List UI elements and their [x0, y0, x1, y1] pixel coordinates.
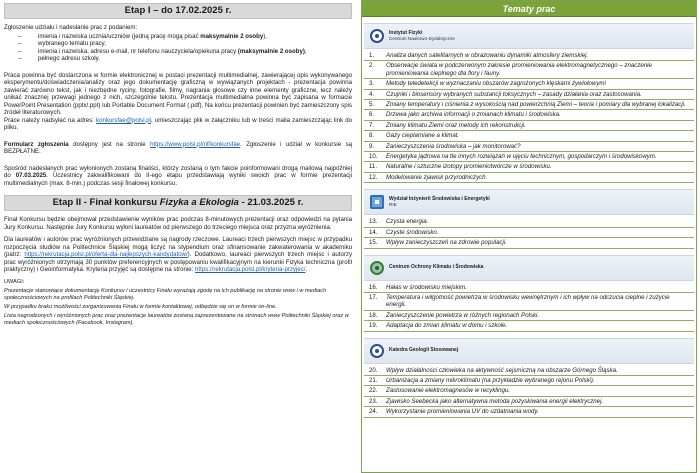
topic-number: 4.: [369, 90, 375, 98]
topic-title: Analiza danych satelitarnych w obrazowaniu dynamiki atmosfery ziemskiej.: [386, 52, 589, 59]
topic-number: 3.: [369, 80, 375, 88]
para3-text: Spośród nadesłanych prac wyłonionych zostaną finaliści, którzy zostaną o tym fakcie poinformowani drogą mailową najpóźniej do: [4, 164, 352, 179]
stage1-requirements: [18, 33, 352, 63]
logo-title: Wydział Inżynierii Środowiska i Energetyki: [389, 195, 490, 202]
topic-title: Zmiany temperatury i ciśnienia z wysokością nad powierzchnią Ziemi – teoria i pomiary dla wybranej lokalizacji.: [386, 101, 686, 109]
topic-title: Zanieczyszczenie powietrza w różnych regionach Polski.: [386, 311, 540, 319]
requirement-text: wybranego tematu pracy,: [38, 40, 106, 47]
requirement-item: [18, 40, 352, 48]
topic-item: [364, 293, 694, 311]
institute-logo: [364, 23, 694, 49]
admission-criteria-link[interactable]: https://rekrutacja.polsl.pl/kryteria-przyjec/: [195, 266, 306, 273]
stage1-para1: Praca powinna być dostarczona w formie elektronicznej w postaci prezentacji multimedialnej, zawierającej opis wykonywanego eksperymentu/doświadczenia/analizy oraz jego dokumentację graficzną w wywiązanych projektach - prezentacja powinna zawierać zarówno tekst, jak i niezbędne ryciny, fotografie, filmy, nagrania głosowe czy inne elementy graficzne, lecz należy unikać znacznej przewagi jednego z nich, szczególnie tekstu. Prezentacja multimedialna powinna być zapisana w formacie PowerPoint Presentation (pptx/.ppt) lub Portable Document Format (.pdf). Na końcu prezentacji powinien być zamieszczony spis źródeł literaturowych.: [4, 71, 352, 116]
stage2-heading-date: - 21.03.2025 r.: [238, 197, 304, 208]
topic-item: [364, 238, 694, 248]
form-text-end: . Zgłoszenie i udział w konkursie są BEZPŁATNE.: [4, 140, 353, 155]
topic-list: [364, 51, 694, 183]
left-column: [4, 3, 352, 471]
topic-number: 5.: [369, 101, 375, 109]
form-link[interactable]: https://www.polsl.pl/rif/konkursfae: [150, 140, 241, 148]
topic-title: Wykorzystanie promieniowania UV do uzdatniania wody.: [386, 408, 539, 416]
topic-number: 18.: [369, 311, 378, 319]
topic-title: Zastosowanie elektromagnesów w recyklingu.: [386, 387, 510, 395]
finalist-date: 07.03.2025: [15, 172, 47, 179]
topic-title: Obserwacje świata w podczerwonym zakresie promieniowania elektromagnetycznego – znaczenie promieniowania cieplnego dla flory i fauny.: [386, 62, 652, 77]
center-logo: [364, 255, 694, 281]
topic-number: 24.: [369, 408, 378, 416]
stage2-para1: Finał Konkursu będzie obejmował przedstawienie wyników prac podczas 8-minutowych prezentacji oraz odpowiedzi na pytania Jury Konkursu. Następnie Jury Konkursu wyłoni laureatów od pierwszego do trzeciego miejsca oraz przyzna wyróżnienia.: [4, 216, 352, 231]
requirement-text: imienia i nazwiska, adresu e-mail, nr telefonu nauczyciela/opiekuna pracy: [38, 47, 238, 55]
form-text: dostępny jest na stronie: [68, 140, 151, 148]
topic-item: [364, 283, 694, 293]
para2-text-end: , umieszczając plik w załączniku lub w treści maila zamieszczając link do pliku.: [4, 116, 352, 131]
logo-icon: [370, 195, 384, 209]
topic-item: [364, 162, 694, 172]
topics-panel: [361, 0, 697, 473]
topic-number: 1.: [369, 52, 375, 59]
topic-item: [364, 173, 694, 183]
requirement-text-end: ),: [263, 32, 267, 40]
logo-text: [389, 31, 455, 42]
stage1-heading: Etap I – do 17.02.2025 r.: [4, 3, 352, 19]
topic-title: Zanieczyszczenia środowiska – jak monitorować?: [386, 142, 521, 150]
para3-text-end: . Uczestnicy zakwalifikowani do II-ego etapu przedstawiają wyniki swoich prac w formie prezentacji multimedialnych (max. 8-min.) podczas sesji finałowej konkursu.: [4, 172, 352, 187]
stage2-para2: [4, 236, 352, 274]
topic-number: 21.: [369, 376, 378, 384]
logo-title: Instytut Fizyki: [389, 29, 423, 36]
topic-number: 22.: [369, 387, 378, 395]
logo-title: Katedra Geologii Stosowanej: [389, 346, 459, 353]
logo-text: [389, 348, 458, 354]
topic-item: [364, 366, 694, 376]
requirement-text: imienia i nazwiska ucznia/uczniów (jedną pracę mogą pisać: [38, 32, 201, 40]
topic-number: 15.: [369, 239, 378, 247]
topic-item: [364, 131, 694, 141]
topic-title: Wpływ działalności człowieka na aktywność sejsmiczną na obszarze Górnego Śląska.: [386, 366, 618, 374]
faculty-logo: [364, 189, 694, 215]
para2-text: Prace należy nadsyłać na adres:: [4, 116, 97, 124]
topic-title: Temperatura i wilgotność powietrza w środowisku wewnętrznym i ich wpływ na odczucia cieplne i zużycie energii.: [386, 293, 670, 309]
requirement-item: [18, 55, 352, 63]
topic-number: 9.: [369, 142, 375, 150]
topic-groups: [362, 23, 696, 418]
topic-number: 2.: [369, 62, 375, 70]
dormitory-offer-link[interactable]: https://rekrutacja.polsl.pl/oferta-dla-najlepszych-kandydatow/: [24, 251, 188, 258]
contact-email-link[interactable]: konkursfae@polsl.pl: [96, 116, 151, 124]
topic-title: Zjawisko Seebecka jako alternatywna metoda pozyskiwania energii elektrycznej.: [386, 397, 604, 405]
topic-number: 8.: [369, 132, 375, 140]
requirement-item: [18, 33, 352, 41]
stage1-intro: Zgłoszenie udziału i nadesłanie prac z podaniem:: [4, 24, 138, 31]
requirement-text: pełnego adresu szkoły.: [38, 55, 100, 62]
topic-title: Modelowanie zjawisk przyrodniczych.: [386, 173, 488, 181]
remarks-title: UWAGI:: [4, 278, 25, 285]
topic-item: [364, 397, 694, 407]
topics-heading: Tematy prac: [362, 1, 696, 17]
topic-title: Urbanizacja a zmiany mikroklimatu (na przykładzie wybranego rejonu Polski).: [386, 376, 595, 384]
para-prizes-end: .: [305, 266, 308, 273]
topic-number: 6.: [369, 111, 375, 119]
stage2-heading: [4, 195, 352, 211]
remark-item: W przypadku braku możliwości zorganizowania Finału w formie kontaktowej, odbędzie się on w formie on-line.: [4, 303, 277, 310]
remark-item: Lista nagrodzonych i wyróżnionych prac oraz prezentacje laureatów zostaną zaprezentowane na stronach www Politechniki Śląskiej oraz w mediach społecznościowych (Facebook, Instagram).: [4, 312, 349, 326]
topic-item: [364, 61, 694, 79]
topic-number: 19.: [369, 322, 378, 330]
topic-number: 16.: [369, 283, 378, 291]
topic-title: Hałas w środowisku miejskim.: [386, 283, 467, 291]
topic-title: Czyste środowisko.: [386, 228, 439, 236]
topic-title: Drzewa jako archiwa informacji o zmianach klimatu i środowiska.: [386, 111, 561, 119]
topic-number: 23.: [369, 397, 378, 405]
topic-list: [364, 283, 694, 332]
topic-item: [364, 100, 694, 110]
remark-item: Prezentacje stanowiące dokumentację Konkursu i uczestnicy Finału wyrażają zgodę na ich publikację na stronie www i w mediach społecznościowych na profilach Politechniki Śląskiej.: [4, 287, 327, 301]
topic-item: [364, 90, 694, 100]
topic-item: [364, 311, 694, 321]
stage1-para2: [4, 117, 352, 132]
topic-title: Metody teledetekcji w wyznaczaniu obszarów zagrożonych klęskami żywiołowymi: [386, 80, 606, 88]
requirement-emphasis: (maksymalnie 2 osoby): [237, 47, 305, 55]
remarks: [4, 279, 352, 327]
topic-title: Naturalne i sztuczne izotopy promieniotwórcze w środowisku.: [386, 163, 552, 171]
stage2-heading-contest: Fizyka a Ekologia: [159, 197, 239, 208]
topic-item: [364, 110, 694, 120]
topic-item: [364, 376, 694, 386]
form-label: Formularz zgłoszenia: [4, 140, 69, 148]
topic-item: [364, 321, 694, 331]
topic-title: Gazy cieplarniane a klimat.: [386, 132, 460, 140]
logo-text: [389, 197, 490, 208]
topic-number: 12.: [369, 173, 378, 181]
requirement-item: [18, 48, 352, 56]
topic-number: 17.: [369, 293, 378, 301]
requirement-text-end: ,: [304, 47, 307, 55]
logo-subtitle: RIE: [389, 202, 397, 208]
topic-list: [364, 217, 694, 248]
form-info: [4, 141, 352, 156]
logo-title: Centrum Ochrony Klimatu i Środowiska: [389, 263, 484, 270]
topic-title: Energetyka jądrowa na tle innych rozwiązań w ujęciu technicznym, gospodarczym i środowiskowym.: [386, 153, 657, 161]
stage1-para3: [4, 165, 352, 188]
topic-item: [364, 228, 694, 238]
topic-number: 14.: [369, 228, 378, 236]
topic-item: [364, 152, 694, 162]
topic-title: Czujniki i biosensory wybranych substancji toksycznych – zasady działania oraz zastosowania.: [386, 90, 642, 98]
topic-item: [364, 121, 694, 131]
topic-number: 20.: [369, 366, 378, 374]
topic-number: 11.: [369, 163, 378, 171]
topic-number: 13.: [369, 218, 378, 226]
topic-item: [364, 217, 694, 227]
logo-text: [389, 265, 483, 271]
topic-item: [364, 51, 694, 61]
para-prizes-text: Dla laureatów i autorów prac wyróżnionych przewidziane są nagrody rzeczowe. Laureaci trzech pierwszych miejsc w przypadku rozpoczęcia studiów na Politechnice Śląskiej mogą liczyć na stypendium oraz sfinansowanie zakwaterowania w akademiku (patrz:: [4, 236, 352, 258]
logo-icon: [370, 29, 384, 43]
geology-logo: [364, 338, 694, 364]
logo-icon: [370, 344, 384, 358]
para-prizes-mid: ). Dodatkowo, laureaci pierwszych trzech miejsc i autorzy prac wyróżnionych otrzymają 30 punktów preferencyjnych w postępowaniu kwalifikacyjnym na kierunki Fizyka techniczna (profil praktyczny) i Geoinformatyka. Kryteria przyjęć są dostępne na stronie:: [4, 251, 352, 273]
stage2-heading-pre: Etap II - Finał konkursu: [52, 197, 160, 208]
topic-item: [364, 142, 694, 152]
topic-title: Czysta energia.: [386, 218, 429, 226]
topic-item: [364, 386, 694, 396]
logo-subtitle: Centrum Naukowo-Dydaktyczne: [389, 36, 455, 41]
topic-number: 7.: [369, 121, 375, 129]
topic-item: [364, 79, 694, 89]
requirement-emphasis: maksymalnie 2 osoby: [200, 32, 264, 40]
topic-number: 10.: [369, 153, 378, 161]
topic-list: [364, 366, 694, 418]
topic-title: Zmiany klimatu Ziemi oraz metody ich rekonstrukcji.: [386, 121, 526, 129]
topic-item: [364, 407, 694, 417]
topic-title: Adaptacja do zmian klimatu w domu i szkole.: [386, 322, 508, 330]
topic-title: Wpływ zanieczyszczeń na zdrowie populacji.: [386, 239, 507, 247]
logo-icon: [370, 261, 384, 275]
